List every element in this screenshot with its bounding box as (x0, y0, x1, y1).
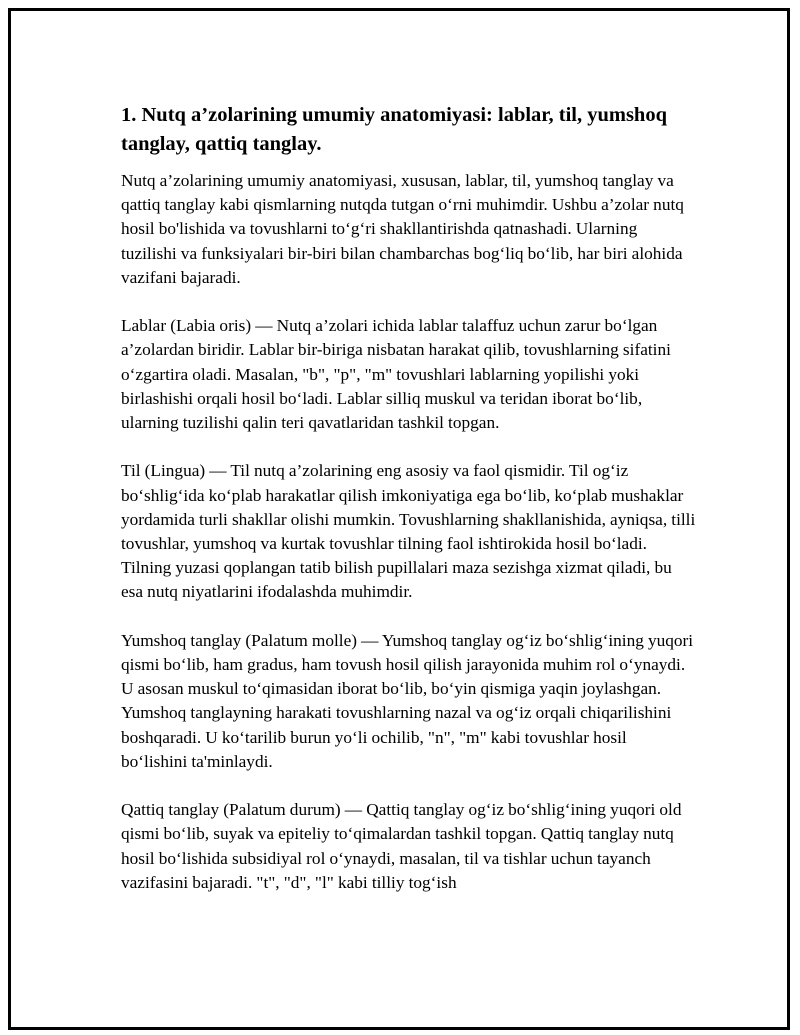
paragraph-intro: Nutq a’zolarining umumiy anatomiyasi, xususan, lablar, til, yumshoq tanglay va qattiq tanglay kabi qismlarning nutqda tutgan o‘rni muhimdir. Ushbu a’zolar nutq hosil bo'lishida va tovushlarni to‘g‘ri shakllantirishda qatnashadi. Ularning tuzilishi va funksiyalari bir-biri bilan chambarchas bog‘liq bo‘lib, har biri alohida vazifani bajaradi. (121, 171, 684, 287)
paragraph-lablar: Lablar (Labia oris) — Nutq a’zolari ichida lablar talaffuz uchun zarur bo‘lgan a’zolardan biridir. Lablar bir-biriga nisbatan harakat qilib, tovushlarning sifatini o‘zgartira oladi. Masalan, "b", "p", "m" tovushlari lablarning yopilishi yoki birlashishi orqali hosil bo‘ladi. Lablar silliq muskul va teridan iborat bo‘lib, ularning tuzilishi qalin teri qavatlaridan tashkil topgan. (121, 316, 671, 433)
paragraph-qattiq-tanglay: Qattiq tanglay (Palatum durum) — Qattiq tanglay og‘iz bo‘shlig‘ining yuqori old qismi bo‘lib, suyak va epiteliy to‘qimalardan tashkil topgan. Qattiq tanglay nutq hosil bo‘lishida subsidiyal rol o‘ynaydi, masalan, til va tishlar uchun tayanch vazifasini bajaradi. "t", "d", "l" kabi tilliy tog‘ish (121, 800, 682, 892)
paragraph-yumshoq-tanglay: Yumshoq tanglay (Palatum molle) — Yumshoq tanglay og‘iz bo‘shlig‘ining yuqori qismi bo‘lib, ham gradus, ham tovush hosil qilish jarayonida muhim rol o‘ynaydi. U asosan muskul to‘qimasidan iborat bo‘lib, bo‘yin qismiga yaqin joylashgan. Yumshoq tanglayning harakati tovushlarning nazal va og‘iz orqali chiqarilishini boshqaradi. U ko‘tarilib burun yo‘li ochilib, "n", "m" kabi tovushlar hosil bo‘lishini ta'minlaydi. (121, 630, 694, 771)
document-body (121, 101, 696, 895)
paragraph-til: Til (Lingua) — Til nutq a’zolarining eng asosiy va faol qismidir. Til og‘iz bo‘shlig‘ida ko‘plab harakatlar qilish imkoniyatiga ega bo‘lib, ko‘plab mushaklar yordamida turli shakllar olishi mumkin. Tovushlarning shakllanishida, ayniqsa, tilli tovushlar, yumshoq va kurtak tovushlar tilning faol ishtirokida hosil bo‘ladi. Tilning yuzasi qoplangan tatib bilish pupillalari maza sezishga xizmat qiladi, bu esa nutq niyatlarini ifodalashda muhimdir. (121, 461, 696, 602)
page-frame (8, 8, 790, 1030)
document-title: 1. Nutq a’zolarining umumiy anatomiyasi: lablar, til, yumshoq tanglay, qattiq tanglay. (121, 104, 667, 155)
